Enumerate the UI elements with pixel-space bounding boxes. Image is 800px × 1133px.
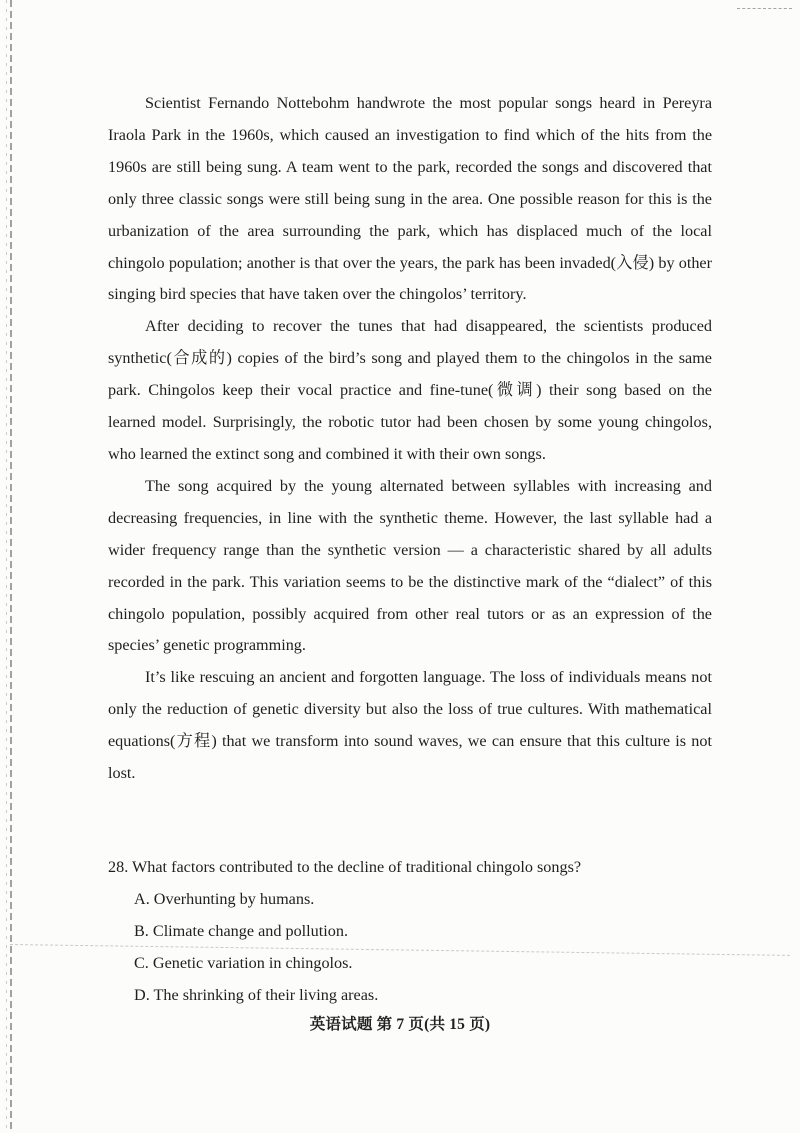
option-a: A. Overhunting by humans.: [134, 890, 315, 908]
passage: [108, 88, 712, 790]
page-footer: 英语试题 第 7 页(共 15 页): [309, 1016, 491, 1033]
passage-paragraph-2: After deciding to recover the tunes that had disappeared, the scientists produced synthetic(合成的) copies of the bird’s song and played them to the chingolos in the same park. Chingolos keep their vocal practice and fine-tune(微调) their song based on the learned model. Surprisingly, the robotic tutor had been chosen by some young chingolos, who learned the extinct song and combined it with their own songs.: [108, 317, 712, 463]
option-d: D. The shrinking of their living areas.: [134, 985, 379, 1004]
passage-paragraph-3: The song acquired by the young alternated between syllables with increasing and decreasing frequencies, in line with the synthetic theme. However, the last syllable had a wider frequency range than the synthetic version — a characteristic shared by all adults recorded in the park. This variation seems to be the distinctive mark of the “dialect” of this chingolo population, possibly acquired from other real tutors or as an expression of the species’ genetic programming.: [108, 476, 712, 655]
passage-paragraph-4: It’s like rescuing an ancient and forgotten language. The loss of individuals means not only the reduction of genetic diversity but also the loss of true cultures. With mathematical equations(方程) that we transform into sound waves, we can ensure that this culture is not lost.: [108, 668, 712, 783]
scan-corner-mark: [737, 8, 792, 10]
question-stem: 28. What factors contributed to the decline of traditional chingolo songs?: [108, 858, 582, 876]
option-b: B. Climate change and pollution.: [134, 921, 348, 940]
answer-options: [134, 884, 714, 1012]
passage-paragraph-1: Scientist Fernando Nottebohm handwrote the most popular songs heard in Pereyra Iraola Park in the 1960s, which caused an investigation to find which of the hits from the 1960s are still being sung. A team went to the park, recorded the songs and discovered that only three classic songs were still being sung in the area. One possible reason for this is the urbanization of the area surrounding the park, which has displaced much of the local chingolo population; another is that over the years, the park has been invaded(入侵) by other singing bird species that have taken over the chingolos’ territory.: [108, 94, 712, 304]
scan-binding-edge-faint: [6, 0, 7, 1133]
scan-binding-edge: [10, 0, 12, 1133]
option-c: C. Genetic variation in chingolos.: [134, 953, 353, 972]
